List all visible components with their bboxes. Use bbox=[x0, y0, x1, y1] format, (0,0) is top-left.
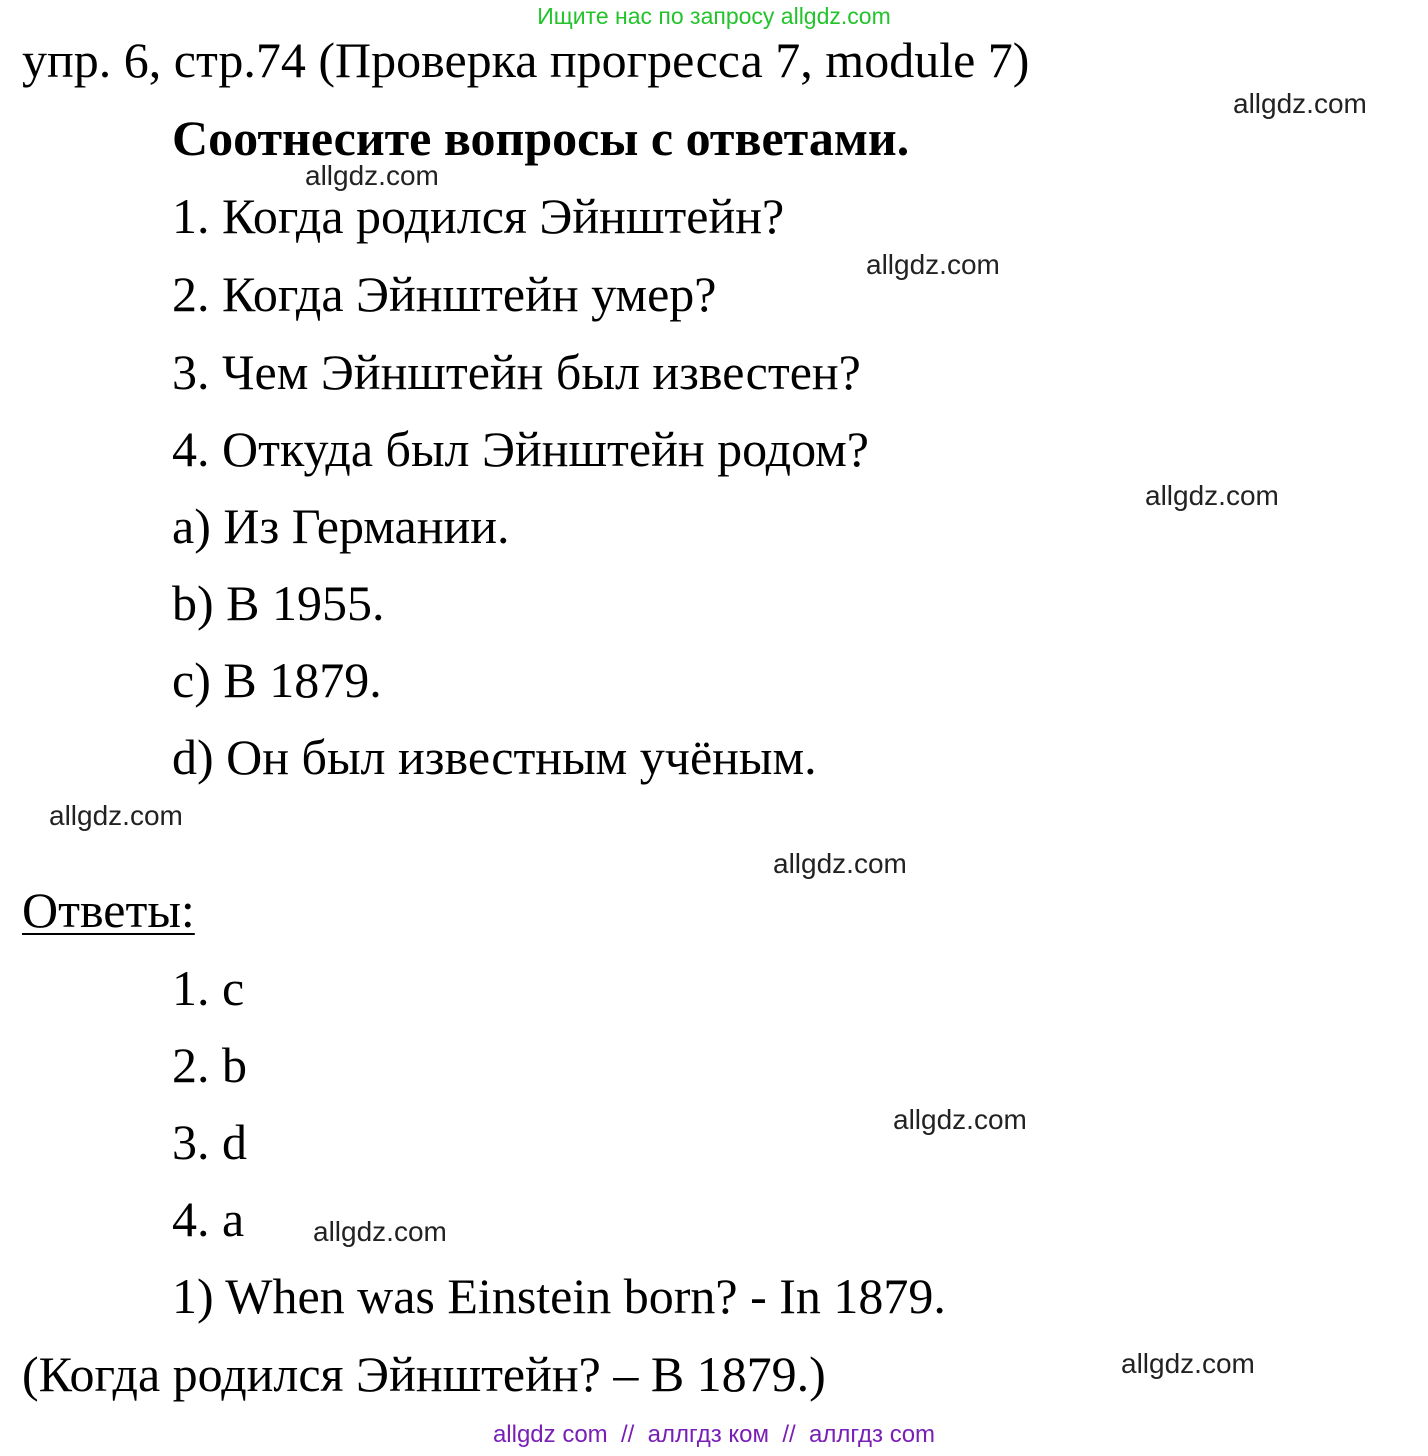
watermark: allgdz.com bbox=[305, 160, 439, 191]
watermark: allgdz.com bbox=[1145, 480, 1279, 511]
instruction-text: Соотнесите вопросы с ответами. bbox=[172, 110, 910, 166]
example-english: 1) When was Einstein born? - In 1879. bbox=[172, 1268, 946, 1324]
question-3: 3. Чем Эйнштейн был известен? bbox=[172, 344, 861, 400]
question-4: 4. Откуда был Эйнштейн родом? bbox=[172, 421, 869, 477]
watermark: allgdz.com bbox=[893, 1104, 1027, 1135]
watermark: allgdz.com bbox=[1121, 1348, 1255, 1379]
answer-1: 1. c bbox=[172, 960, 245, 1016]
answer-2: 2. b bbox=[172, 1037, 247, 1093]
example-translation: (Когда родился Эйнштейн? – В 1879.) bbox=[22, 1346, 826, 1402]
footer-links: allgdz com // аллгдз ком // аллгдз com bbox=[492, 1421, 936, 1448]
watermark: allgdz.com bbox=[1233, 88, 1367, 119]
option-d: d) Он был известным учёным. bbox=[172, 729, 817, 785]
question-2: 2. Когда Эйнштейн умер? bbox=[172, 266, 717, 322]
search-banner: Ищите нас по запросу allgdz.com bbox=[537, 3, 891, 29]
option-c: c) В 1879. bbox=[172, 652, 382, 708]
watermark: allgdz.com bbox=[313, 1216, 447, 1247]
exercise-heading: упр. 6, стр.74 (Проверка прогресса 7, module 7) bbox=[22, 32, 1030, 88]
option-a: a) Из Германии. bbox=[172, 498, 510, 554]
answer-4: 4. a bbox=[172, 1191, 245, 1247]
watermark: allgdz.com bbox=[773, 848, 907, 879]
answers-title: Ответы: bbox=[22, 882, 195, 938]
option-b: b) В 1955. bbox=[172, 575, 385, 631]
answer-3: 3. d bbox=[172, 1114, 247, 1170]
question-1: 1. Когда родился Эйнштейн? bbox=[172, 188, 785, 244]
watermark: allgdz.com bbox=[866, 249, 1000, 280]
watermark: allgdz.com bbox=[49, 800, 183, 831]
